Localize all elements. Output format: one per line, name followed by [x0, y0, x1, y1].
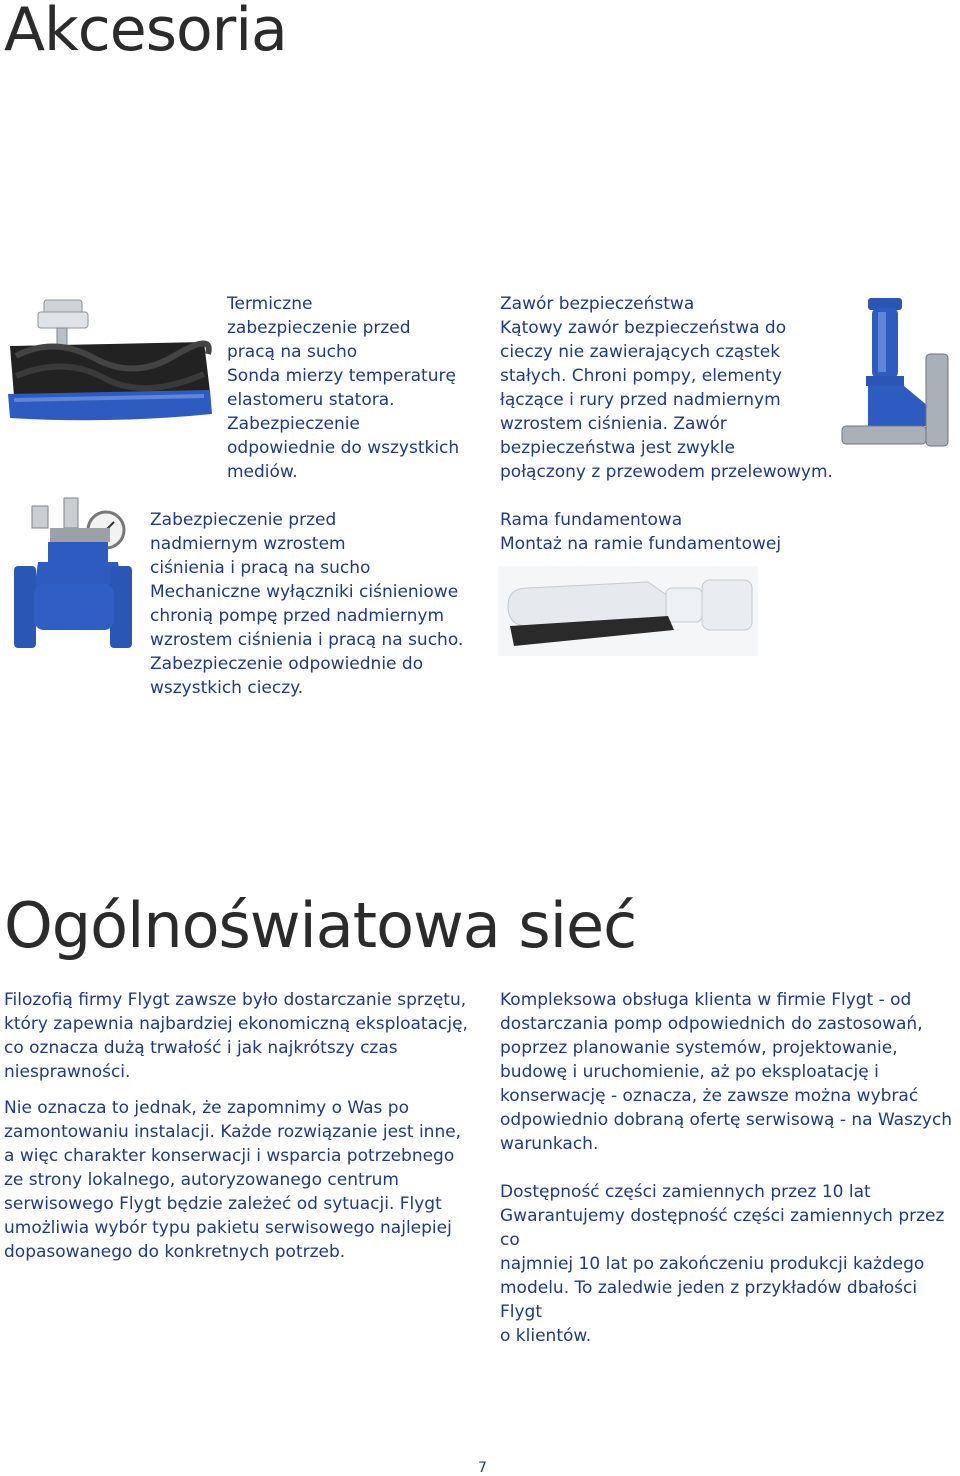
page-title: Akcesoria [4, 0, 287, 65]
safety-valve-text: Zawór bezpieczeństwa Kątowy zawór bezpieczeństwa do cieczy nie zawierających cząstek stałych. Chroni pompy, elementy łączące i rury przed nadmiernym wzrostem ciśnienia. Zawór bezpieczeństwa jest zwykle połączony z przewodem przelewowym. [500, 294, 833, 482]
network-right-paragraph-2: Dostępność części zamiennych przez 10 lat Gwarantujemy dostępność części zamiennych przez co najmniej 10 lat po zakończeniu produkcji każdego modelu. To zaledwie jeden z przykładów dbałości Flygt o klientów. [500, 1182, 945, 1346]
pressure-protection-text: Zabezpieczenie przed nadmiernym wzrostem ciśnienia i pracą na sucho Mechaniczne wyłączniki ciśnieniowe chronią pompę przed nadmiernym wzrostem ciśnienia i pracą na sucho. Zabezpieczenie odpowiednie do wszystkich cieczy. [150, 510, 464, 698]
base-frame-text: Rama fundamentowa Montaż na ramie fundamentowej [500, 510, 782, 554]
thermal-protection-text: Termiczne zabezpieczenie przed pracą na sucho Sonda mierzy temperaturę elastomeru statora. Zabezpieczenie odpowiednie do wszystkich mediów. [227, 294, 460, 482]
pressure-switch-image [10, 494, 140, 654]
page-number: 7 [478, 1460, 487, 1476]
section-title: Ogólnoświatowa sieć [4, 889, 637, 962]
network-right-paragraph-1: Kompleksowa obsługa klienta w firmie Flygt - od dostarczania pomp odpowiednich do zastosowań, poprzez planowanie systemów, projektowanie, budowę i uruchomienie, aż po eksploatację i konserwację - oznacza, że zawsze można wybrać odpowiednio dobraną ofertę serwisową - na Waszych warunkach. [500, 990, 953, 1154]
network-left-paragraph-1: Filozofią firmy Flygt zawsze było dostarczanie sprzętu, który zapewnia najbardziej ekonomiczną eksploatację, co oznacza dużą trwałość i jak najkrótszy czas niesprawności. [4, 990, 468, 1082]
base-frame-image [498, 566, 758, 656]
network-left-column [4, 988, 484, 1264]
network-right-column [500, 988, 958, 1348]
network-left-paragraph-2: Nie oznacza to jednak, że zapomnimy o Was po zamontowaniu instalacji. Każde rozwiązanie jest inne, a więc charakter konserwacji i wsparcia potrzebnego ze strony lokalnego, autoryzowanego centrum serwisowego Flygt będzie zależeć od sytuacji. Flygt umożliwia wybór typu pakietu serwisowego najlepiej dopasowanego do konkretnych potrzeb. [4, 1098, 462, 1262]
thermal-protection-image [4, 296, 214, 426]
safety-valve-image [838, 296, 954, 448]
